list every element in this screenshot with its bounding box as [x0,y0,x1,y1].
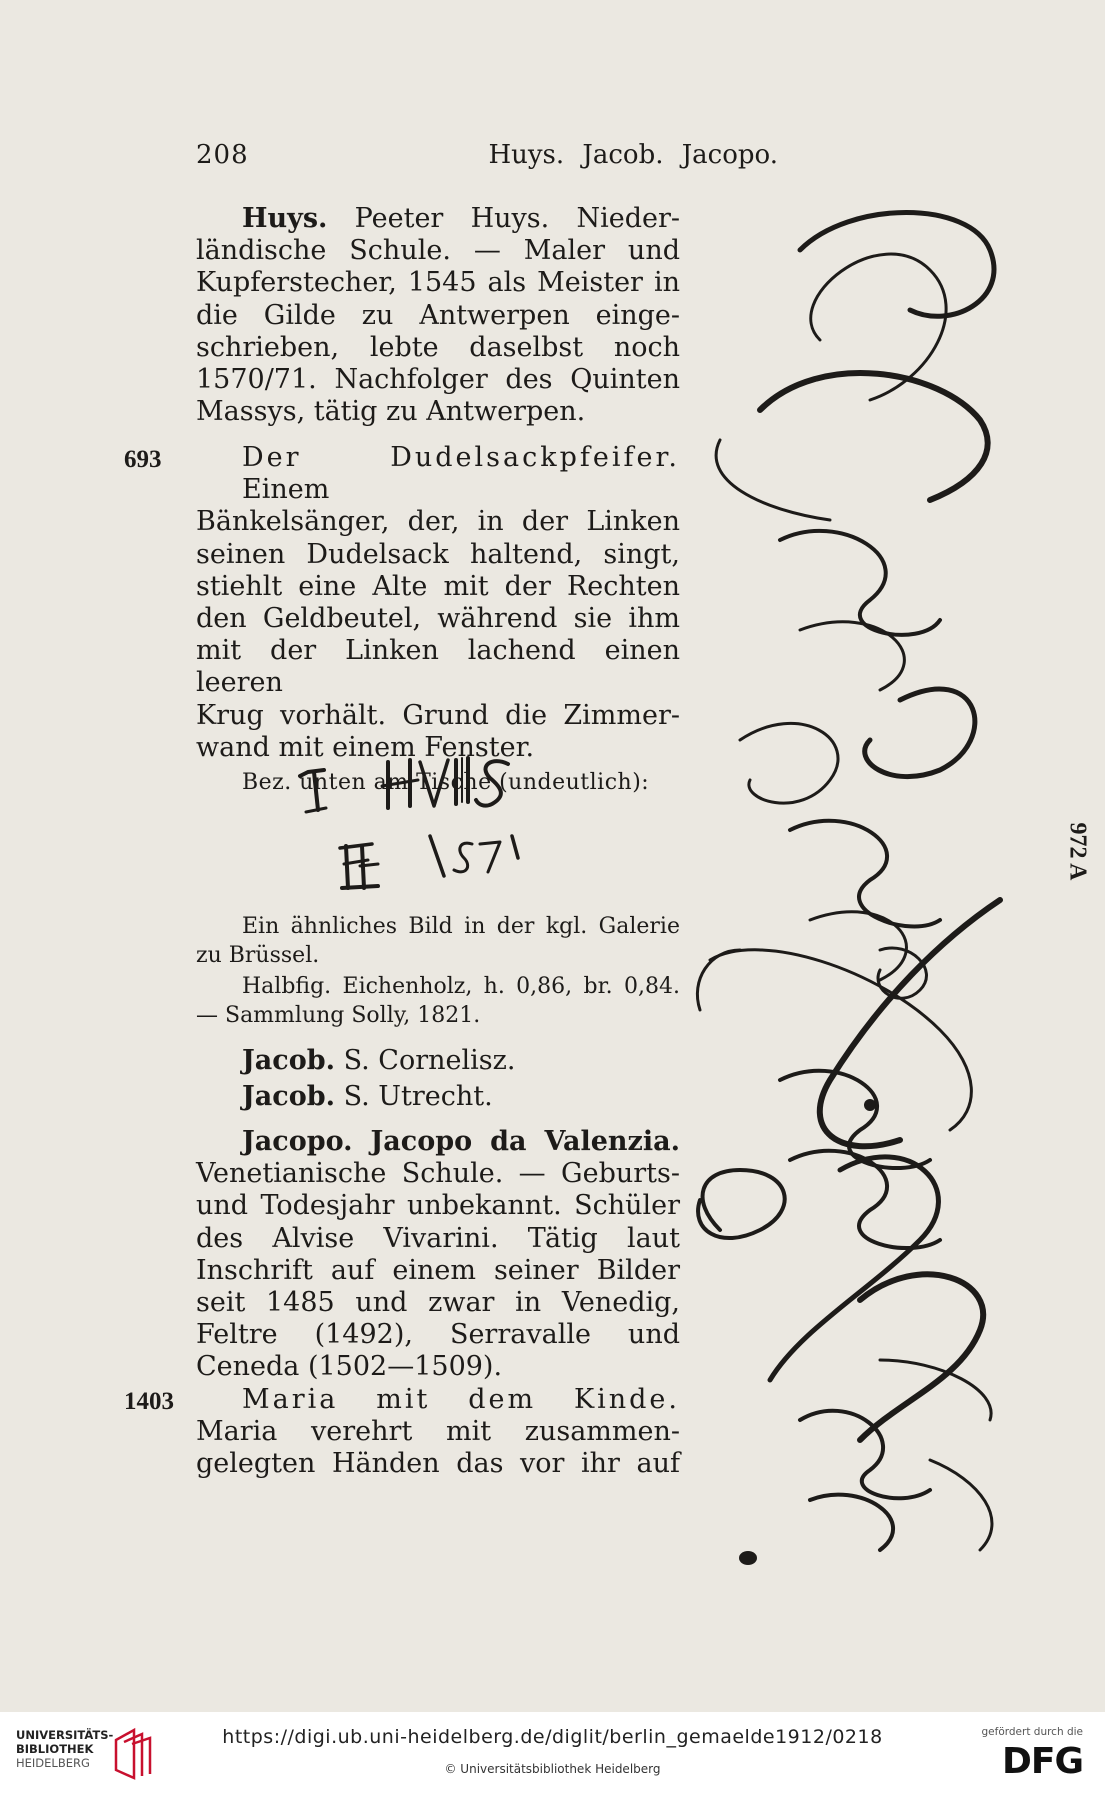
entry-693-line: mit der Linken lachend einen leeren [196,635,680,699]
entry-1403 [196,1384,680,1481]
huys-line-1: Huys. Peeter Huys. Nieder- [242,203,680,234]
entry-1403-line: Maria verehrt mit zusammen- [196,1416,680,1448]
cross-references [196,1045,680,1113]
signature-caption: Bez. unten am Tische (undeutlich): [242,770,650,796]
jacopo-line: Venetianische Schule. — Geburts- [196,1158,680,1190]
jacopo-line: Inschrift auf einem seiner Bilder [196,1254,680,1286]
jacopo-line: seit 1485 und zwar in Venedig, [196,1287,680,1319]
details-line: — Sammlung Solly, 1821. [196,1003,481,1028]
catalog-number-693: 693 [124,446,162,473]
side-catalog-number: 972 A [1064,822,1091,881]
entry-693-line: seinen Dudelsack haltend, singt, [196,538,680,570]
entry-693-line: Bänkelsänger, der, in der Linken [196,506,680,538]
entry-693-title-line: Der Dudelsackpfeifer. Einem [242,442,680,506]
calligraphic-signature-image [680,180,1020,1580]
page-number: 208 [196,140,249,170]
entry-693-line: stiehlt eine Alte mit der Rechten [196,570,680,602]
footer-bar [0,1712,1105,1793]
entry-693-line: den Geldbeutel, während sie ihm [196,603,680,635]
note-line: zu Brüssel. [196,943,320,968]
funder-caption: gefördert durch die [981,1726,1083,1738]
library-name-line: HEIDELBERG [16,1756,90,1770]
jacopo-line: Feltre (1492), Serravalle und [196,1319,680,1351]
huys-line: Massys, tätig zu Antwerpen. [196,396,586,428]
note-line: Ein ähnliches Bild in der kgl. Galerie [242,914,680,939]
catalog-number-1403: 1403 [124,1388,174,1415]
entry-1403-title: Maria mit dem Kinde. [242,1384,680,1415]
huys-line: schrieben, lebte daselbst noch [196,331,680,363]
library-name-line: BIBLIOTHEK [16,1742,94,1756]
jacopo-entry [196,1126,680,1384]
running-head [196,140,778,174]
huys-line: Kupferstecher, 1545 als Meister in [196,267,680,299]
copyright-note: © Universitätsbibliothek Heidelberg [444,1762,661,1776]
jacopo-line: des Alvise Vivarini. Tätig laut [196,1222,680,1254]
details-line: Halbfig. Eichenholz, h. 0,86, br. 0,84. [242,974,680,999]
library-name-line: UNIVERSITÄTS- [16,1728,114,1742]
huys-line: ländische Schule. — Maler und [196,235,680,267]
jacopo-line: Ceneda (1502—1509). [196,1351,503,1383]
entry-693-line: Krug vorhält. Grund die Zimmer- [196,699,680,731]
painter-signature-image [280,740,600,910]
entry-693-line: wand mit einem Fenster. [196,731,535,763]
huys-line: die Gilde zu Antwerpen einge- [196,299,680,331]
dfg-logo: DFG [1001,1741,1083,1782]
permalink-url[interactable]: https://digi.ub.uni-heidelberg.de/diglit/berlin_gemaelde1912/0218 [222,1726,883,1748]
entry-1403-line: gelegten Händen das vor ihr auf [196,1448,680,1480]
jacopo-line: und Todesjahr unbekannt. Schüler [196,1190,680,1222]
huys-line: 1570/71. Nachfolger des Quinten [196,364,680,396]
running-title: Huys. Jacob. Jacopo. [488,140,778,170]
huys-entry [196,203,680,428]
entry-693-notes [196,912,680,1030]
cross-ref-jacob-cornelisz: Jacob. S. Cornelisz. [242,1045,516,1076]
cross-ref-jacob-utrecht: Jacob. S. Utrecht. [242,1081,493,1113]
jacopo-heading: Jacopo. Jacopo da Valenzia. [242,1126,680,1157]
